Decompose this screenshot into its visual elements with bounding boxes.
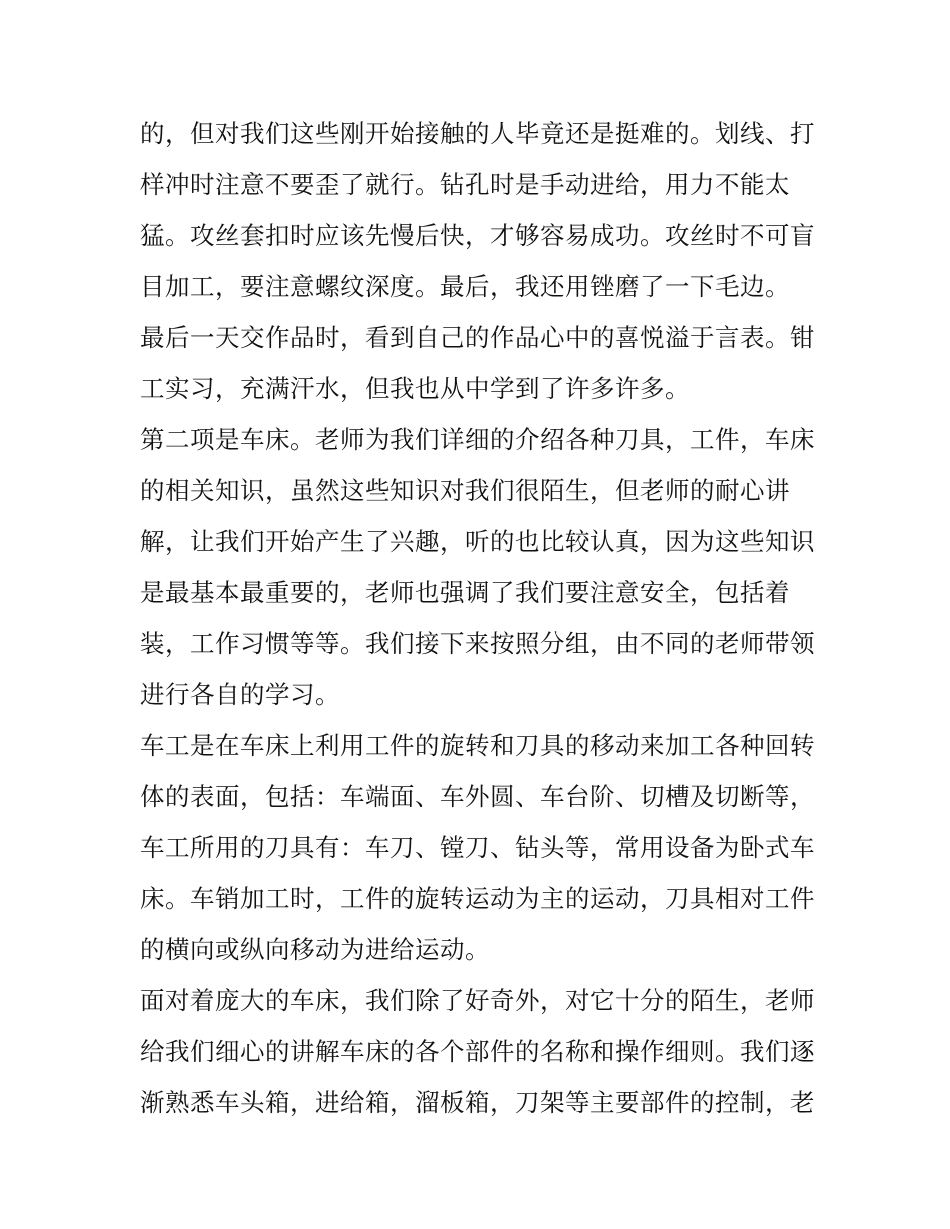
text-line: 样冲时注意不要歪了就行。钻孔时是手动进给，用力不能太	[140, 170, 790, 199]
text-line: 最后一天交作品时，看到自己的作品心中的喜悦溢于言表。钳	[140, 323, 815, 352]
text-line: 的，但对我们这些刚开始接触的人毕竟还是挺难的。划线、打	[140, 119, 815, 148]
text-line: 猛。攻丝套扣时应该先慢后快，才够容易成功。攻丝时不可盲	[140, 221, 815, 250]
text-line: 是最基本最重要的，老师也强调了我们要注意安全，包括着	[140, 578, 790, 607]
text-line: 的相关知识，虽然这些知识对我们很陌生，但老师的耐心讲	[140, 476, 790, 505]
text-line: 进行各自的学习。	[140, 680, 340, 709]
text-line: 目加工，要注意螺纹深度。最后，我还用锉磨了一下毛边。	[140, 272, 790, 301]
text-line: 渐熟悉车头箱，进给箱，溜板箱，刀架等主要部件的控制，老	[140, 1088, 815, 1117]
paragraph-fitter-finishing	[140, 108, 820, 312]
document-body	[140, 108, 820, 1128]
text-line: 面对着庞大的车床，我们除了好奇外，对它十分的陌生，老师	[140, 986, 815, 1015]
text-line: 工实习，充满汗水，但我也从中学到了许多许多。	[140, 374, 690, 403]
text-line: 解，让我们开始产生了兴趣，听的也比较认真，因为这些知识	[140, 527, 815, 556]
paragraph-turning-definition	[140, 720, 820, 975]
text-line: 体的表面，包括：车端面、车外圆、车台阶、切槽及切断等，	[140, 782, 815, 811]
text-line: 装，工作习惯等等。我们接下来按照分组，由不同的老师带领	[140, 629, 815, 658]
text-line: 第二项是车床。老师为我们详细的介绍各种刀具，工件，车床	[140, 425, 815, 454]
text-line: 的横向或纵向移动为进给运动。	[140, 935, 490, 964]
text-line: 车工是在车床上利用工件的旋转和刀具的移动来加工各种回转	[140, 731, 815, 760]
paragraph-lathe-components	[140, 975, 820, 1128]
text-line: 车工所用的刀具有：车刀、镗刀、钻头等，常用设备为卧式车	[140, 833, 815, 862]
text-line: 给我们细心的讲解车床的各个部件的名称和操作细则。我们逐	[140, 1037, 815, 1066]
text-line: 床。车销加工时，工件的旋转运动为主的运动，刀具相对工件	[140, 884, 815, 913]
paragraph-fitter-reflection	[140, 312, 820, 414]
paragraph-lathe-intro	[140, 414, 820, 720]
